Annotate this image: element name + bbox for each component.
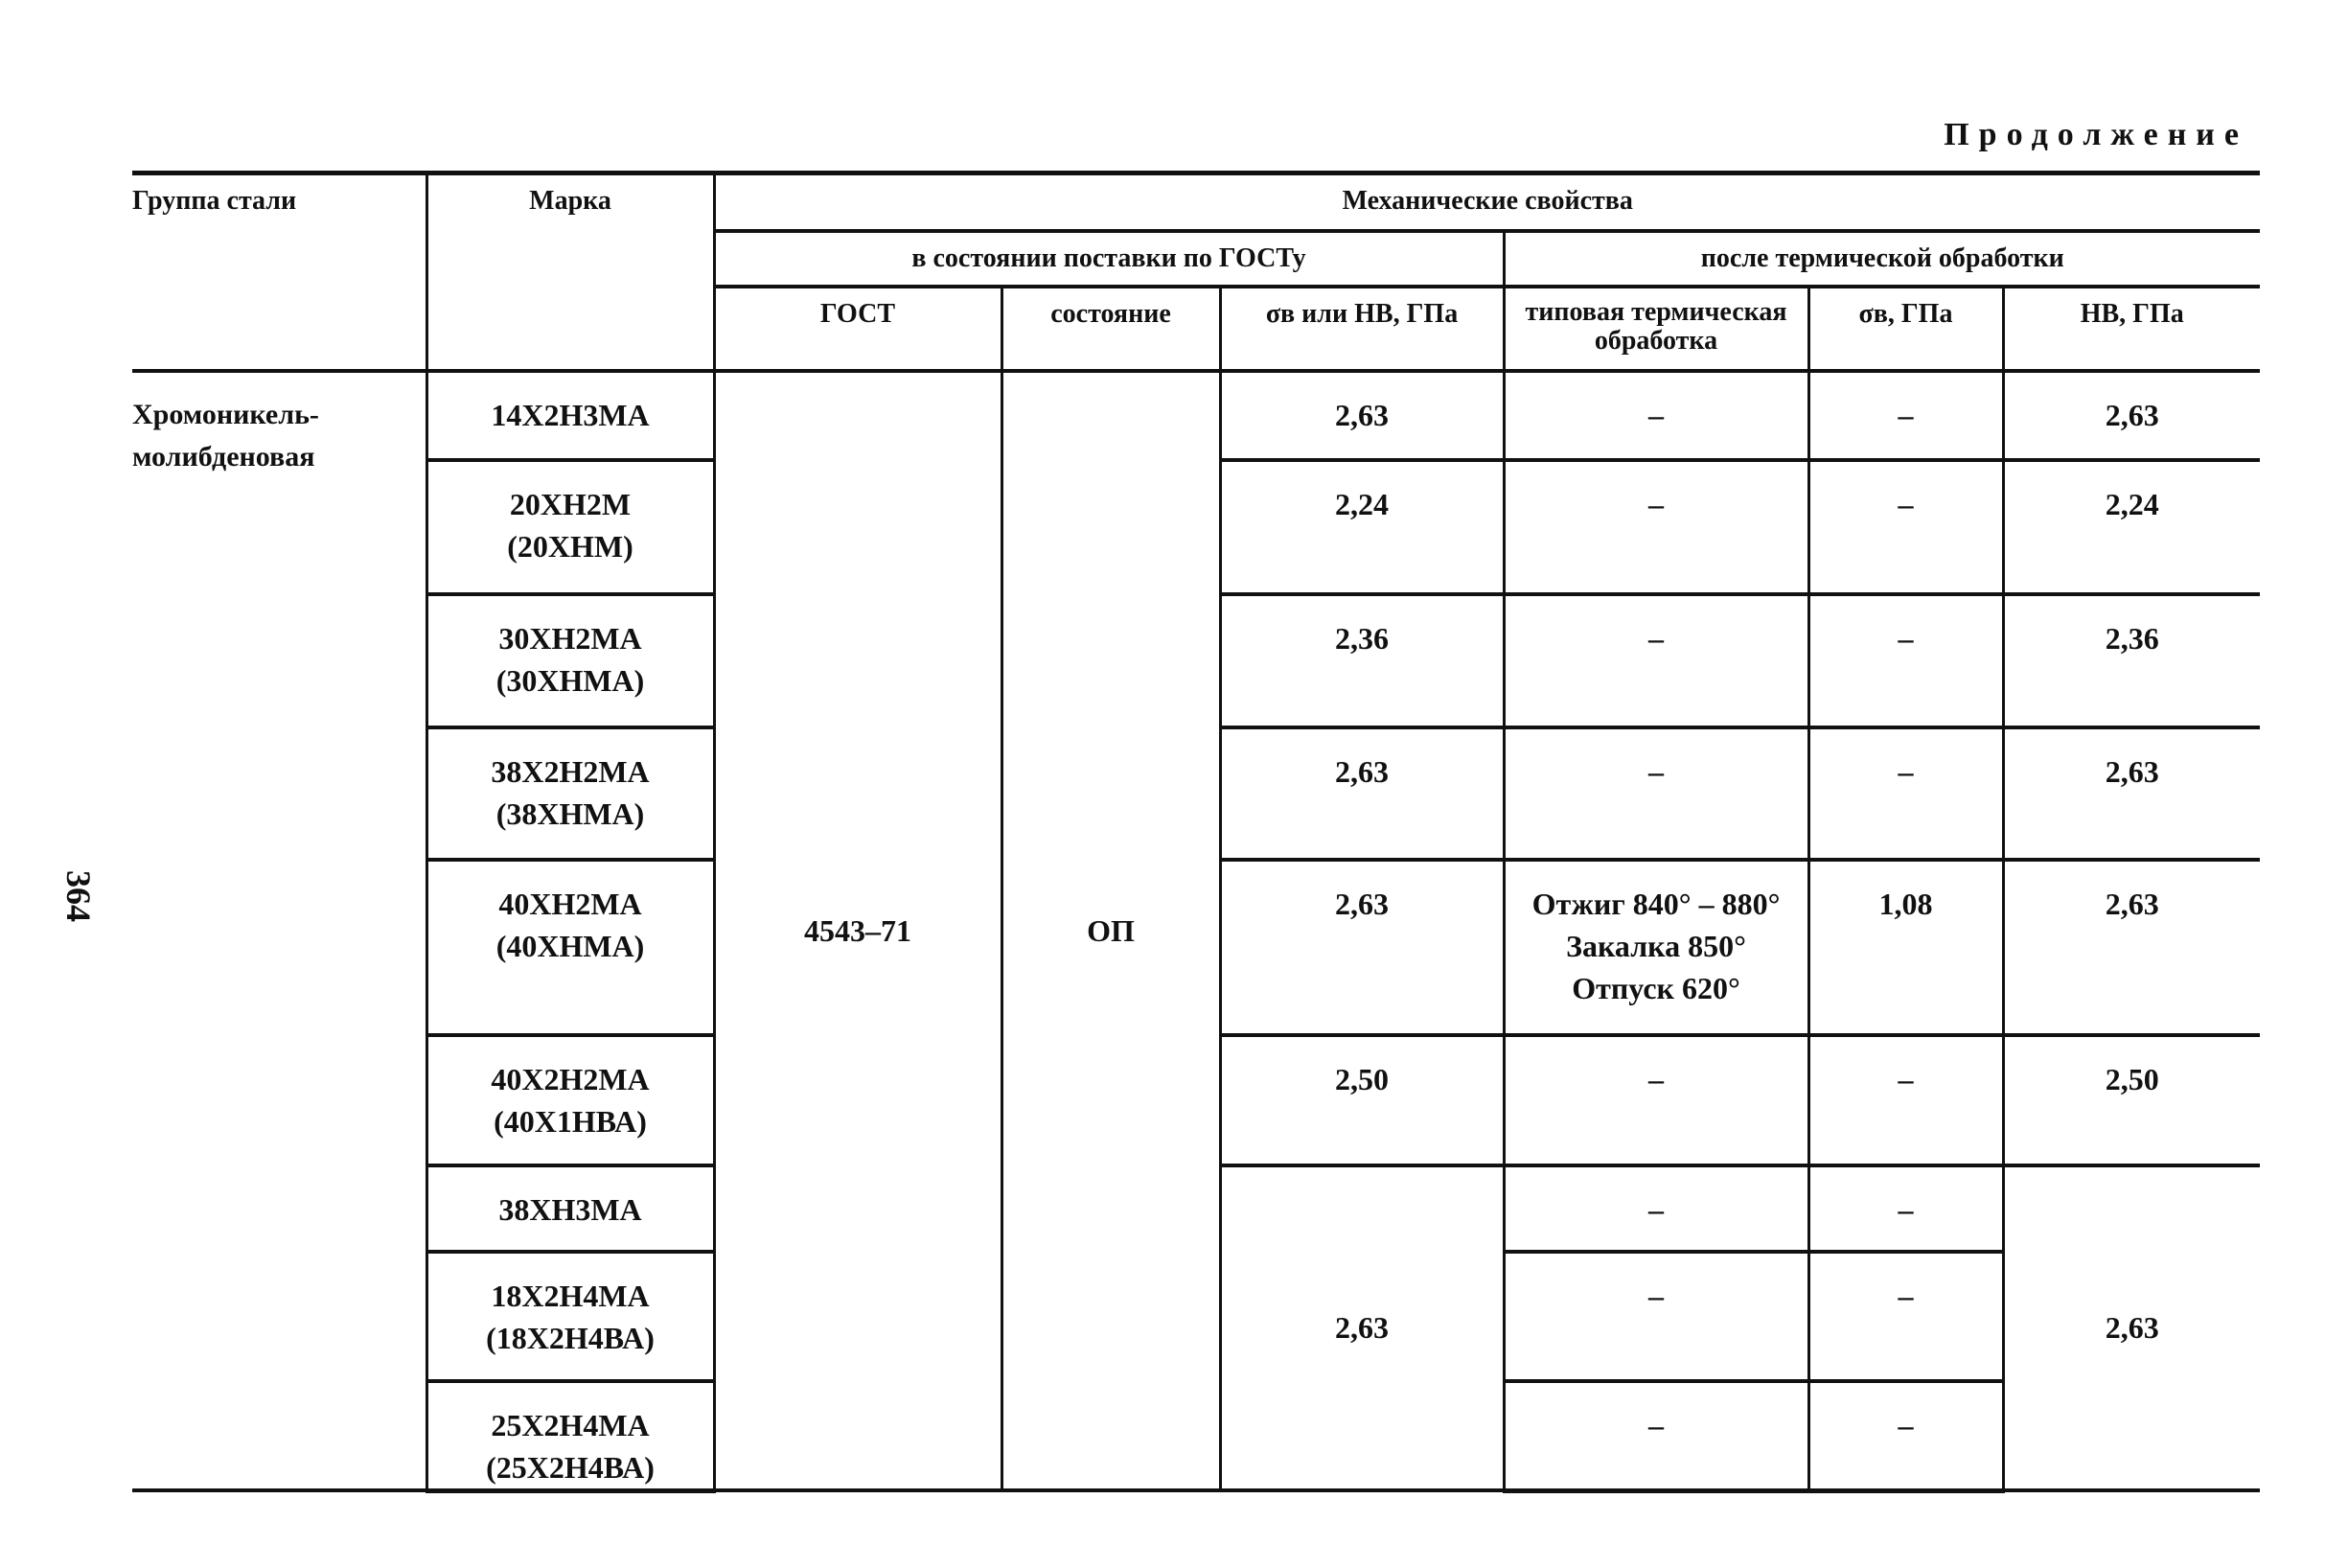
- header-sigma: σв, ГПа: [1808, 287, 2003, 371]
- hb-cell: 2,36: [2003, 594, 2260, 727]
- sigma-cell: –: [1808, 594, 2003, 727]
- gost-cell: 4543–71: [714, 371, 1001, 1491]
- page-number: 364: [59, 870, 98, 922]
- hb-cell: 2,24: [2003, 460, 2260, 594]
- heat-treatment-cell: –: [1504, 727, 1808, 860]
- header-mechanical-properties: Механические свойства: [714, 173, 2260, 231]
- hb-cell: 2,50: [2003, 1035, 2260, 1165]
- continuation-label: Продолжение: [1944, 117, 2248, 152]
- merged-sigma-hb-cell: 2,63: [1220, 1165, 1504, 1491]
- hb-cell: 2,63: [2003, 727, 2260, 860]
- sigma-cell: 1,08: [1808, 860, 2003, 1035]
- grade-cell: 40Х2Н2МА (40Х1НВА): [426, 1035, 714, 1165]
- sigma-cell: –: [1808, 1252, 2003, 1381]
- sigma-hb-cell: 2,63: [1220, 371, 1504, 460]
- header-sigma-or-hb: σв или НВ, ГПа: [1220, 287, 1504, 371]
- sigma-cell: –: [1808, 727, 2003, 860]
- state-cell: ОП: [1001, 371, 1220, 1491]
- sigma-cell: –: [1808, 371, 2003, 460]
- sigma-cell: –: [1808, 460, 2003, 594]
- heat-treatment-cell: –: [1504, 371, 1808, 460]
- grade-cell: 20ХН2М (20ХНМ): [426, 460, 714, 594]
- sigma-hb-cell: 2,36: [1220, 594, 1504, 727]
- hb-cell: 2,63: [2003, 860, 2260, 1035]
- header-state: состояние: [1001, 287, 1220, 371]
- steel-group-cell: Хромоникель-молибденовая: [132, 371, 426, 1491]
- header-group: Группа стали: [132, 173, 426, 371]
- sigma-hb-cell: 2,63: [1220, 727, 1504, 860]
- sigma-cell: –: [1808, 1035, 2003, 1165]
- grade-cell: 30ХН2МА (30ХНМА): [426, 594, 714, 727]
- header-typical-heat-treatment: типовая термическая обработка: [1504, 287, 1808, 371]
- header-gost: ГОСТ: [714, 287, 1001, 371]
- steel-properties-table: [132, 171, 2260, 1493]
- header-delivery-state: в состоянии поставки по ГОСТу: [714, 231, 1504, 287]
- heat-treatment-cell: –: [1504, 594, 1808, 727]
- sigma-hb-cell: 2,63: [1220, 860, 1504, 1035]
- grade-cell: 40ХН2МА (40ХНМА): [426, 860, 714, 1035]
- grade-cell: 14Х2Н3МА: [426, 371, 714, 460]
- grade-cell: 18Х2Н4МА (18Х2Н4ВА): [426, 1252, 714, 1381]
- heat-treatment-cell: –: [1504, 1381, 1808, 1491]
- merged-hb-cell: 2,63: [2003, 1165, 2260, 1491]
- sigma-cell: –: [1808, 1381, 2003, 1491]
- sigma-cell: –: [1808, 1165, 2003, 1252]
- grade-cell: 38Х2Н2МА (38ХНМА): [426, 727, 714, 860]
- heat-treatment-cell: –: [1504, 1252, 1808, 1381]
- sigma-hb-cell: 2,50: [1220, 1035, 1504, 1165]
- header-after-heat-treatment: после термической обработки: [1504, 231, 2260, 287]
- sigma-hb-cell: 2,24: [1220, 460, 1504, 594]
- header-grade: Марка: [426, 173, 714, 371]
- hb-cell: 2,63: [2003, 371, 2260, 460]
- table-row: [132, 371, 2260, 460]
- grade-cell: 25Х2Н4МА (25Х2Н4ВА): [426, 1381, 714, 1491]
- heat-treatment-cell: –: [1504, 1035, 1808, 1165]
- heat-treatment-cell: Отжиг 840° – 880° Закалка 850° Отпуск 620°: [1504, 860, 1808, 1035]
- header-hb: НВ, ГПа: [2003, 287, 2260, 371]
- heat-treatment-cell: –: [1504, 460, 1808, 594]
- heat-treatment-cell: –: [1504, 1165, 1808, 1252]
- grade-cell: 38ХН3МА: [426, 1165, 714, 1252]
